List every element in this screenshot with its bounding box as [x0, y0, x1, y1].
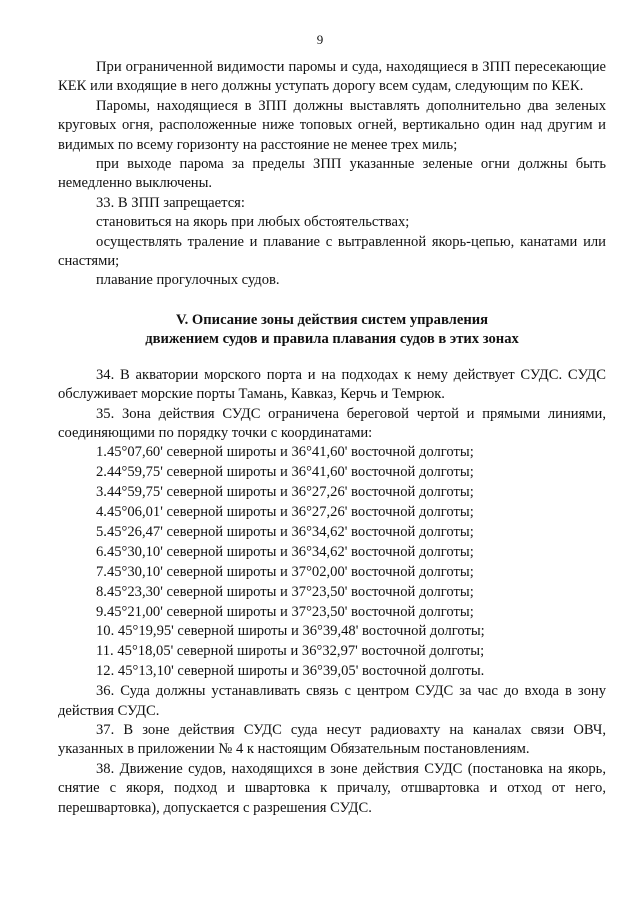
coordinate-item: 7.45°30,10' северной широты и 37°02,00' восточной долготы; [96, 563, 474, 580]
paragraph-37: 37. В зоне действия СУДС суда несут радиовахту на каналах связи ОВЧ, указанных в приложении № 4 к настоящим Обязательным постановлениям. [58, 722, 606, 758]
paragraph-34: 34. В акватории морского порта и на подходах к нему действует СУДС. СУДС обслуживает морские порты Тамань, Кавказ, Керчь и Темрюк. [58, 366, 606, 403]
paragraph-36: 36. Суда должны устанавливать связь с центром СУДС за час до входа в зону действия СУДС. [58, 683, 606, 719]
paragraph-33: 33. В ЗПП запрещается: [96, 194, 245, 211]
coordinate-item: 11. 45°18,05' северной широты и 36°32,97' восточной долготы; [96, 643, 485, 660]
coordinate-item: 6.45°30,10' северной широты и 36°34,62' восточной долготы; [96, 543, 474, 560]
paragraph-35: 35. Зона действия СУДС ограничена береговой чертой и прямыми линиями, соединяющими по порядку точки с координатами: [58, 405, 606, 441]
coordinate-list [58, 443, 606, 682]
paragraph-pleasure-craft: плавание прогулочных судов. [96, 272, 280, 289]
section-heading-line-1: V. Описание зоны действия систем управления [175, 311, 489, 328]
coordinate-item: 9.45°21,00' северной широты и 37°23,50' восточной долготы; [96, 603, 474, 620]
paragraph-trawling: осуществлять траление и плавание с вытравленной якорь-цепью, канатами или снастями; [58, 233, 606, 270]
coordinate-item: 2.44°59,75' северной широты и 36°41,60' восточной долготы; [96, 464, 474, 481]
paragraph-ferry-lights: Паромы, находящиеся в ЗПП должны выставлять дополнительно два зеленых круговых огня, расположенные ниже топовых огней, вертикально один над другим и видимых по всему горизонту на расстояние не менее трех миль; [58, 97, 606, 153]
coordinate-item: 3.44°59,75' северной широты и 36°27,26' восточной долготы; [96, 484, 474, 501]
coordinate-item: 5.45°26,47' северной широты и 36°34,62' восточной долготы; [96, 523, 474, 540]
paragraph-ferry-exit: при выходе парома за пределы ЗПП указанные зеленые огни должны быть немедленно выключены. [58, 156, 606, 192]
document-body [58, 58, 606, 818]
coordinate-item: 4.45°06,01' северной широты и 36°27,26' восточной долготы; [96, 504, 474, 521]
paragraph-ferry-visibility: При ограниченной видимости паромы и суда, находящиеся в ЗПП пересекающие КЕК или входящие в него должны уступать дорогу всем судам, следующим по КЕК. [58, 59, 606, 95]
paragraph-anchoring: становиться на якорь при любых обстоятельствах; [96, 214, 410, 231]
section-heading-line-2: движением судов и правила плавания судов в этих зонах [145, 331, 519, 348]
coordinate-item: 1.45°07,60' северной широты и 36°41,60' восточной долготы; [96, 444, 474, 461]
coordinate-item: 8.45°23,30' северной широты и 37°23,50' восточной долготы; [96, 583, 474, 600]
paragraph-38: 38. Движение судов, находящихся в зоне действия СУДС (постановка на якорь, снятие с якоря, подход и швартовка к причалу, отшвартовка и отход от него, перешвартовка), допускается с разрешения СУДС. [58, 760, 606, 816]
coordinate-item: 10. 45°19,95' северной широты и 36°39,48' восточной долготы; [96, 623, 485, 640]
section-heading [58, 311, 606, 350]
page-number: 9 [316, 32, 324, 47]
coordinate-item: 12. 45°13,10' северной широты и 36°39,05' восточной долготы. [96, 663, 485, 680]
